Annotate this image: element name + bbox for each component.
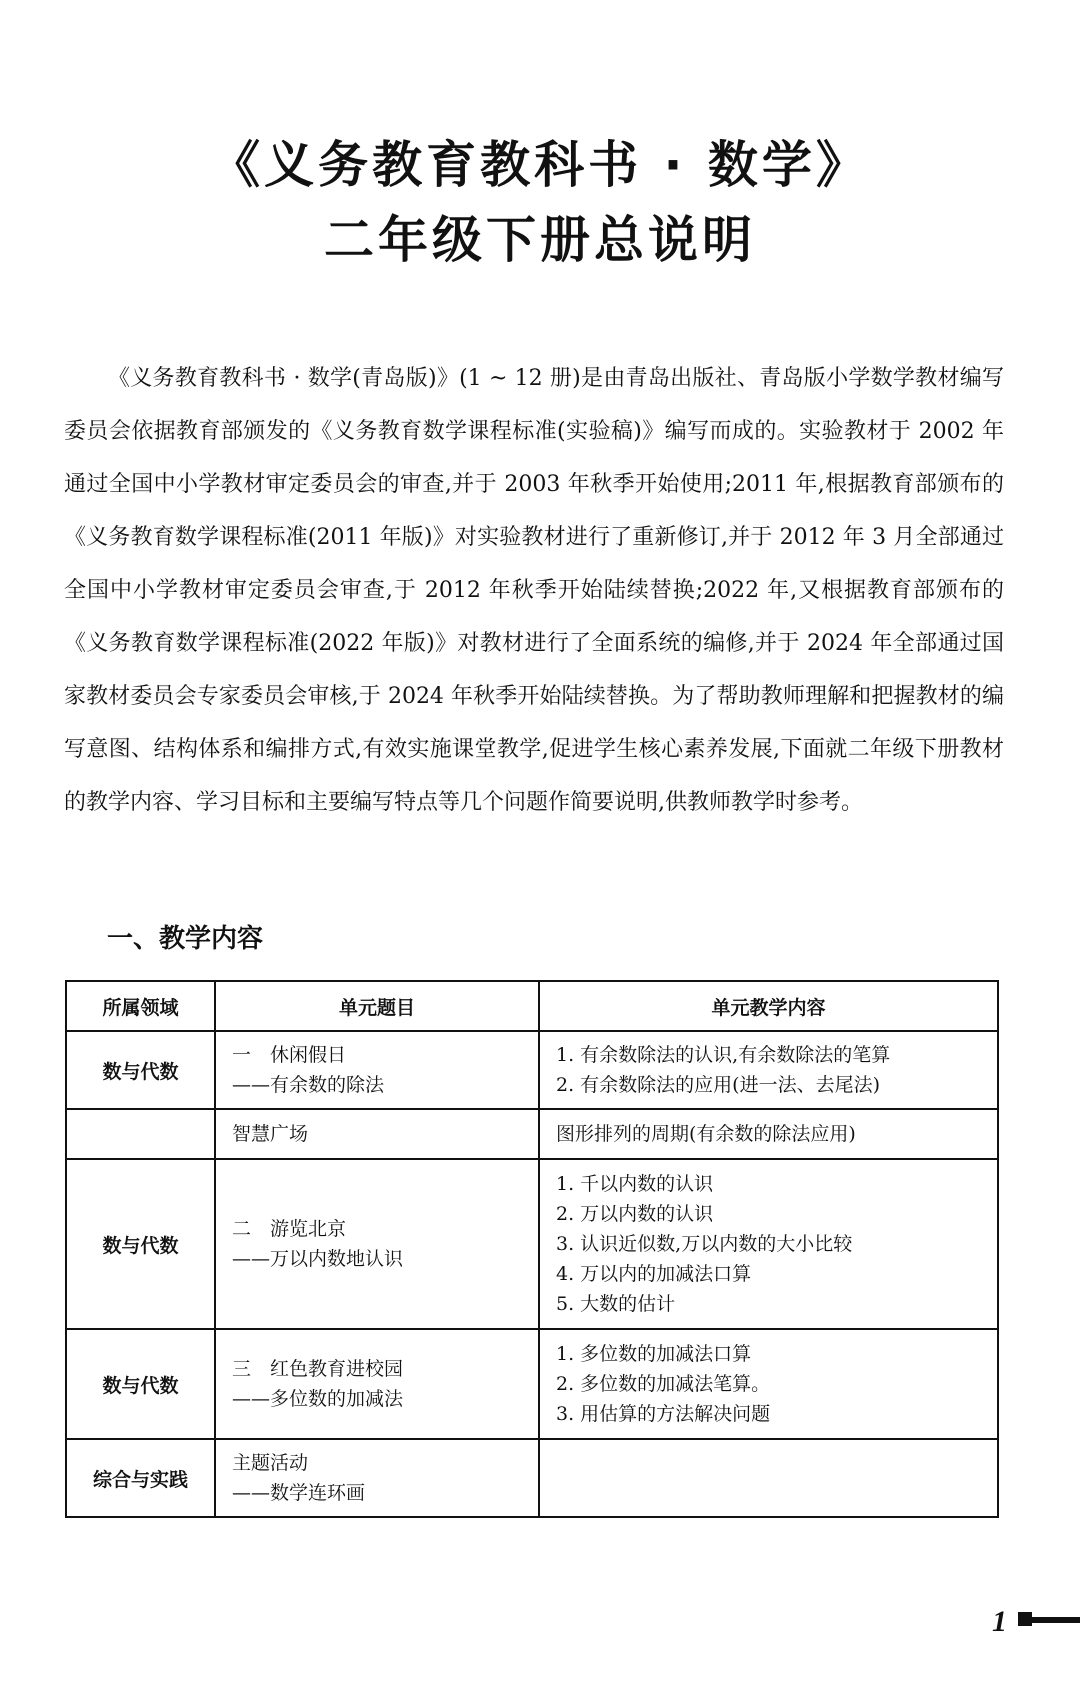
page-marker-bar xyxy=(1018,1617,1080,1623)
content-line: 2. 有余数除法的应用(进一法、去尾法) xyxy=(556,1074,880,1096)
header-unit-content: 单元教学内容 xyxy=(539,981,998,1031)
content-line: 1. 多位数的加减法口算 xyxy=(556,1343,752,1365)
cell-unit xyxy=(215,1109,539,1159)
table-row xyxy=(66,1159,998,1329)
content-line: 1. 千以内数的认识 xyxy=(556,1173,714,1195)
intro-paragraph: 《义务教育教科书 · 数学(青岛版)》(1 ~ 12 册)是由青岛出版社、青岛版小学数学教材编写委员会依据教育部颁发的《义务教育数学课程标准(实验稿)》编写而成的。实验教材于 2002 年通过全国中小学教材审定委员会的审查,并于 2003 年秋季开始使用;2011 年,根据教育部颁布的《义务教育数学课程标准(2011 年版)》对实验教材进行了重新修订,并于 2012 年 3 月全部通过全国中小学教材审定委员会审查,于 2012 年秋季开始陆续替换;2022 年,又根据教育部颁布的《义务教育数学课程标准(2022 年版)》对教材进行了全面系统的编修,并于 2024 年全部通过国家教材委员会专家委员会审核,于 2024 年秋季开始陆续替换。为了帮助教师理解和把握教材的编写意图、结构体系和编排方式,有效实施课堂教学,促进学生核心素养发展,下面就二年级下册教材的教学内容、学习目标和主要编写特点等几个问题作简要说明,供教师教学时参考。 xyxy=(64,366,1004,815)
unit-line: ——数学连环画 xyxy=(232,1482,366,1504)
cell-content xyxy=(539,1329,998,1439)
unit-line: 主题活动 xyxy=(232,1452,309,1474)
unit-line: 二 游览北京 xyxy=(232,1218,347,1240)
header-unit-title: 单元题目 xyxy=(215,981,539,1031)
cell-content xyxy=(539,1159,998,1329)
unit-line: 智慧广场 xyxy=(232,1123,309,1145)
unit-line: 一 休闲假日 xyxy=(232,1044,347,1066)
cell-unit xyxy=(215,1439,539,1517)
cell-content xyxy=(539,1031,998,1109)
content-line: 3. 认识近似数,万以内数的大小比较 xyxy=(556,1233,853,1255)
unit-line: ——有余数的除法 xyxy=(232,1074,385,1096)
cell-domain: 综合与实践 xyxy=(66,1439,215,1517)
content-line: 1. 有余数除法的认识,有余数除法的笔算 xyxy=(556,1044,891,1066)
page-number: 1 xyxy=(992,1605,1007,1638)
cell-unit xyxy=(215,1329,539,1439)
table-row xyxy=(66,1329,998,1439)
header-domain: 所属领域 xyxy=(66,981,215,1031)
table-header-row xyxy=(66,981,998,1031)
cell-content xyxy=(539,1439,998,1517)
content-line: 2. 万以内数的认识 xyxy=(556,1203,714,1225)
section-heading-teaching-content: 一、教学内容 xyxy=(107,924,264,954)
content-line: 图形排列的周期(有余数的除法应用) xyxy=(556,1123,856,1145)
cell-unit xyxy=(215,1031,539,1109)
unit-line: ——万以内数地认识 xyxy=(232,1248,404,1270)
cell-unit xyxy=(215,1159,539,1329)
cell-domain: 数与代数 xyxy=(66,1329,215,1439)
unit-line: ——多位数的加减法 xyxy=(232,1388,404,1410)
cell-content xyxy=(539,1109,998,1159)
page-subtitle: 二年级下册总说明 xyxy=(324,211,756,269)
content-line: 4. 万以内的加减法口算 xyxy=(556,1263,752,1285)
cell-domain: 数与代数 xyxy=(66,1159,215,1329)
table-row xyxy=(66,1109,998,1159)
content-line: 5. 大数的估计 xyxy=(556,1293,676,1315)
unit-line: 三 红色教育进校园 xyxy=(232,1358,404,1380)
page-title: 《义务教育教科书 · 数学》 xyxy=(210,136,870,194)
table-row xyxy=(66,1031,998,1109)
content-line: 3. 用估算的方法解决问题 xyxy=(556,1403,771,1425)
cell-domain: 数与代数 xyxy=(66,1031,215,1109)
teaching-content-table xyxy=(65,980,999,1518)
content-line: 2. 多位数的加减法笔算。 xyxy=(556,1373,771,1395)
cell-domain xyxy=(66,1109,215,1159)
table-row xyxy=(66,1439,998,1517)
